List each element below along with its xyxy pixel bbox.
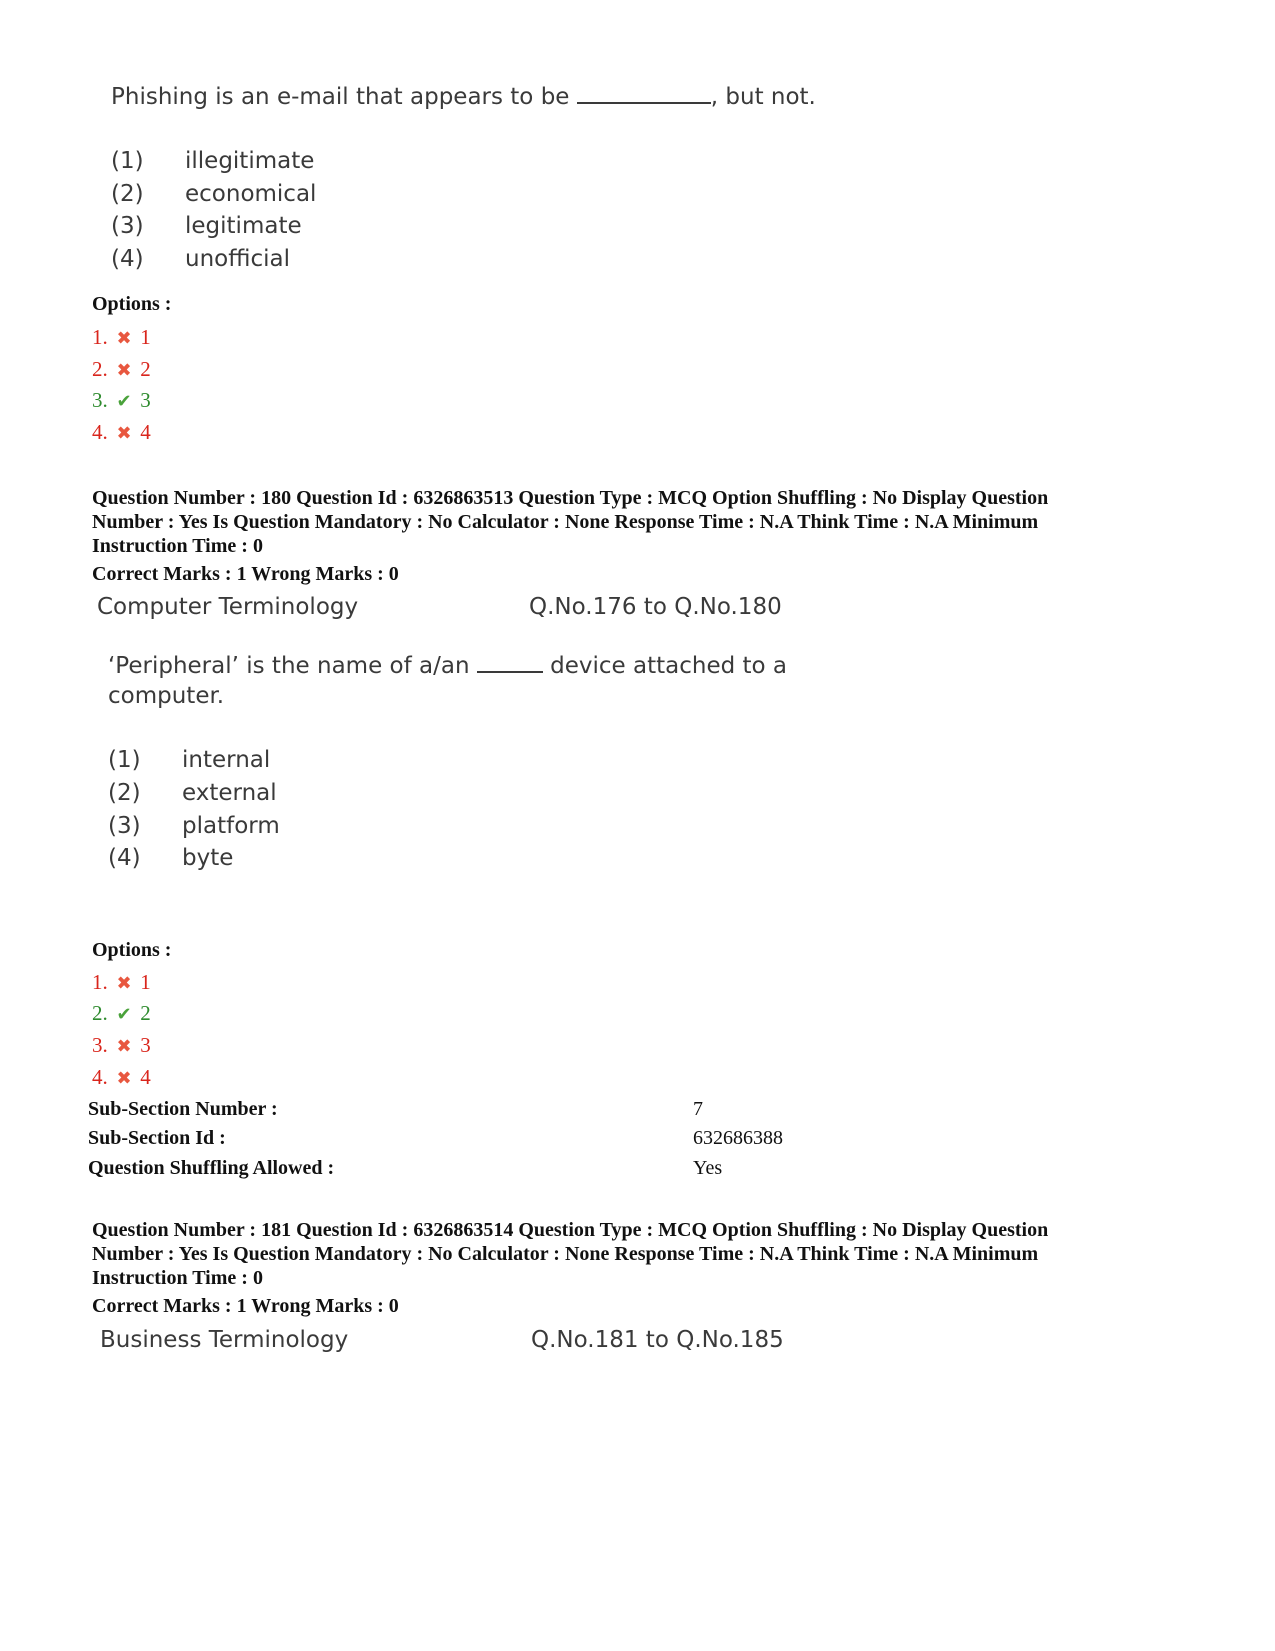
q180-choice-3 [108,813,280,839]
q179-blank [577,82,711,104]
choice-text: illegitimate [185,148,315,174]
q181-marks: Correct Marks : 1 Wrong Marks : 0 [92,1295,399,1317]
option-index: 4. [92,420,108,444]
option-value: 2 [140,1001,151,1025]
choice-number: (4) [108,845,141,871]
q179-choice-1 [111,148,315,174]
subsection-id-label: Sub-Section Id : [88,1127,226,1149]
choice-number: (1) [108,747,141,773]
q181-meta-line-2: Number : Yes Is Question Mandatory : No Calculator : None Response Time : N.A Think Time : N.A Minimum [92,1243,1039,1265]
q180-option-2 [92,1001,151,1026]
choice-text: unofficial [185,246,290,272]
option-index: 3. [92,1033,108,1057]
q181-meta [92,1218,1048,1290]
cross-icon: ✖ [116,1068,132,1088]
q180-section-title: Computer Terminology [97,594,359,620]
choice-number: (2) [108,780,141,806]
q180-stem-after: device attached to a [550,653,788,679]
option-value: 4 [140,1065,151,1089]
choice-text: economical [185,181,317,207]
option-index: 1. [92,970,108,994]
cross-icon: ✖ [116,973,132,993]
cross-icon: ✖ [116,1036,132,1056]
q180-choice-2 [108,780,277,806]
option-index: 2. [92,1001,108,1025]
q179-option-3 [92,388,151,413]
q179-option-4 [92,420,151,445]
choice-text: internal [182,747,271,773]
option-value: 1 [140,325,151,349]
question-shuffling-label: Question Shuffling Allowed : [88,1157,335,1179]
option-value: 3 [140,1033,151,1057]
subsection-number-value: 7 [693,1098,703,1120]
q179-option-1 [92,325,151,350]
q181-meta-line-3: Instruction Time : 0 [92,1267,263,1289]
choice-number: (3) [108,813,141,839]
q179-choice-4 [111,246,290,272]
check-icon: ✔ [116,1004,132,1024]
q179-option-2 [92,357,151,382]
q180-stem-before: ‘Peripheral’ is the name of a/an [108,653,470,679]
option-index: 3. [92,388,108,412]
choice-text: platform [182,813,280,839]
q180-blank [477,651,543,673]
choice-number: (1) [111,148,144,174]
choice-number: (2) [111,181,144,207]
q180-meta-line-1: Question Number : 180 Question Id : 6326863513 Question Type : MCQ Option Shuffling : No Display Question [92,487,1049,509]
choice-text: legitimate [185,213,302,239]
cross-icon: ✖ [116,328,132,348]
choice-text: external [182,780,277,806]
q180-section-range: Q.No.176 to Q.No.180 [529,594,782,620]
q179-stem [111,82,816,110]
option-value: 4 [140,420,151,444]
q179-choice-3 [111,213,302,239]
option-index: 2. [92,357,108,381]
q179-stem-after: , but not. [710,84,816,110]
q181-section-range: Q.No.181 to Q.No.185 [531,1327,784,1353]
option-value: 3 [140,388,151,412]
q179-choice-2 [111,181,317,207]
q179-stem-before: Phishing is an e-mail that appears to be [111,84,570,110]
q181-section-title: Business Terminology [100,1327,349,1353]
option-index: 1. [92,325,108,349]
q180-options-label: Options : [92,939,172,961]
cross-icon: ✖ [116,423,132,443]
q180-meta [92,486,1048,558]
choice-number: (4) [111,246,144,272]
q180-option-4 [92,1065,151,1090]
q180-stem-line-2: computer. [108,683,225,709]
q180-marks: Correct Marks : 1 Wrong Marks : 0 [92,563,399,585]
choice-number: (3) [111,213,144,239]
option-value: 2 [140,357,151,381]
question-shuffling-value: Yes [693,1157,723,1179]
option-value: 1 [140,970,151,994]
q180-option-1 [92,970,151,995]
option-index: 4. [92,1065,108,1089]
q179-options-label: Options : [92,293,172,315]
check-icon: ✔ [116,391,132,411]
cross-icon: ✖ [116,360,132,380]
choice-text: byte [182,845,234,871]
subsection-number-label: Sub-Section Number : [88,1098,278,1120]
q180-choice-1 [108,747,271,773]
q180-meta-line-3: Instruction Time : 0 [92,535,263,557]
q181-meta-line-1: Question Number : 181 Question Id : 6326863514 Question Type : MCQ Option Shuffling : No Display Question [92,1219,1049,1241]
q180-option-3 [92,1033,151,1058]
q180-stem [108,651,787,679]
q180-choice-4 [108,845,234,871]
q180-meta-line-2: Number : Yes Is Question Mandatory : No Calculator : None Response Time : N.A Think Time : N.A Minimum [92,511,1039,533]
subsection-id-value: 632686388 [693,1127,783,1149]
